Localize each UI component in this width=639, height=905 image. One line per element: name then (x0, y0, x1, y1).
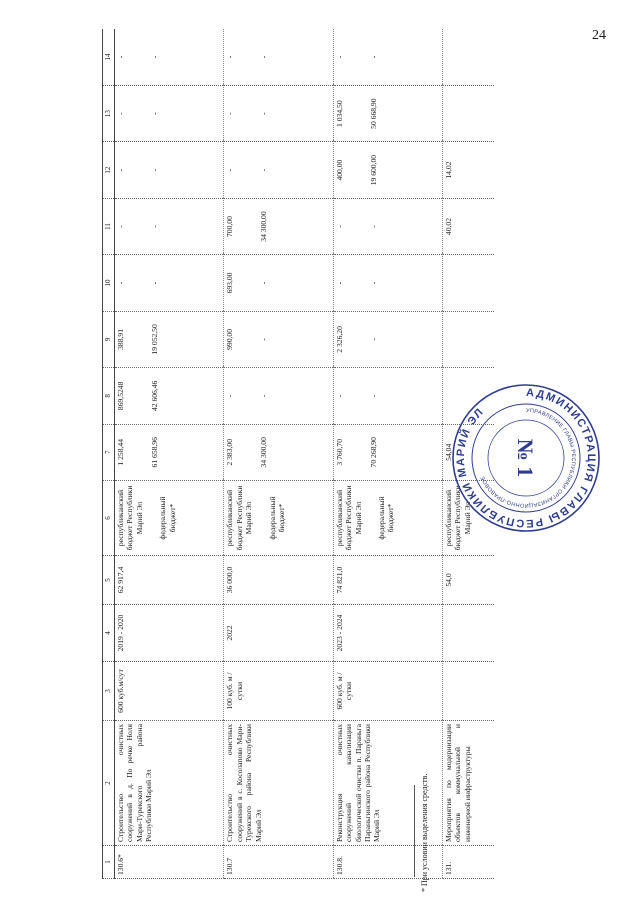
value-cell: - (259, 394, 269, 398)
seal-inner-text: УПРАВЛЕНИЕ ГЛАВЫ РЕСПУБЛИКИ ОРГАНИЗАЦИОННО-ПРАВОВОЕ (479, 407, 577, 509)
total-cost: 54,0 (442, 556, 494, 605)
funding-source: республиканский бюджет Республики Марий Эл (116, 485, 144, 551)
value-cell: - (259, 338, 269, 341)
row-number: 130.8. (333, 846, 442, 879)
value-cell: 50 668,90 (368, 98, 378, 129)
footnote-separator (414, 785, 415, 877)
col-header: 13 (103, 85, 115, 141)
value-cell: 1 034,50 (334, 100, 344, 127)
value-cell: - (150, 281, 159, 285)
value-cell: 2 326,20 (334, 326, 344, 353)
capacity (442, 662, 494, 721)
col-header: 1 (103, 846, 115, 879)
value-cell: - (116, 168, 125, 172)
value-cell: 700,00 (225, 216, 235, 237)
value-cell: - (259, 112, 269, 115)
col-header: 11 (103, 198, 115, 254)
col-header: 5 (103, 556, 115, 605)
value-cell: - (368, 281, 378, 285)
measure-name: Строительство очистных сооружений в с. Косолапово Мари-Турекского района Республики Марий Эл (224, 721, 333, 846)
rotated-table (102, 29, 494, 879)
measure-name: Мероприятия по модернизации объектов коммунальной и инженерной инфраструктуры (442, 721, 494, 846)
funding-source: республиканский бюджет Республики Марий Эл (334, 485, 363, 551)
value-cell: - (116, 55, 125, 59)
col-header: 7 (103, 424, 115, 480)
seal-outer-text: АДМИНИСТРАЦИЯ ГЛАВЫ РЕСПУБЛИКИ МАРИЙ ЭЛ (454, 386, 598, 530)
value-cell: 693,00 (225, 272, 235, 294)
value-cell: - (150, 168, 159, 172)
row-number: 131. (442, 846, 494, 879)
value-cell: - (225, 55, 235, 59)
value-cell: 40,02 (442, 198, 494, 254)
col-header: 6 (103, 481, 115, 556)
value-cell: 3 760,70 (334, 439, 344, 466)
value-cell: - (368, 225, 378, 228)
page-number: 24 (592, 28, 606, 43)
capacity: 600 куб.м/сут (115, 662, 224, 721)
value-cell: - (150, 55, 159, 59)
total-cost: 62 917,4 (115, 556, 224, 605)
value-cell: - (116, 225, 125, 228)
years: 2019 - 2020 (115, 605, 224, 662)
value-cell: - (334, 225, 344, 228)
value-cell (442, 311, 494, 367)
value-cell: 42 606,46 (150, 380, 159, 412)
value-cell: 34 300,00 (259, 211, 269, 242)
funding-source: федеральный бюджет* (376, 496, 396, 540)
footnote: * При условии выделения средств. (420, 773, 429, 892)
value-cell: 1 258,44 (116, 439, 125, 466)
funding-source: республиканский бюджет Республики Марий Эл (442, 481, 494, 556)
value-cell: - (334, 281, 344, 285)
program-table (102, 29, 494, 879)
value-cell: - (334, 394, 344, 398)
value-cell: - (368, 55, 378, 59)
capacity: 100 куб. м / сутки (224, 662, 333, 721)
value-cell: - (334, 55, 344, 59)
years: 2023 - 2024 (333, 605, 442, 662)
value-cell (442, 29, 494, 85)
col-header: 8 (103, 368, 115, 424)
capacity: 600 куб. м / сутки (333, 662, 442, 721)
table-row (115, 29, 224, 879)
value-cell: - (368, 338, 378, 341)
col-header: 3 (103, 662, 115, 721)
value-cell: - (368, 394, 378, 398)
value-cell: - (259, 55, 269, 59)
row-number: 130.7 (224, 846, 333, 879)
row-number: 130.6* (115, 846, 224, 879)
total-cost: 36 000,0 (224, 556, 333, 605)
seal-center-number: № 1 (513, 438, 538, 478)
col-header: 14 (103, 29, 115, 85)
col-header: 10 (103, 255, 115, 311)
measure-name: Строительство очистных сооружений в д. По речке Ноля Мари-Турекского района Республики Марий Эл (115, 721, 224, 846)
col-header: 2 (103, 721, 115, 846)
value-cell: - (150, 112, 159, 115)
value-cell: - (150, 225, 159, 228)
value-cell: 400,00 (334, 159, 344, 181)
value-cell: - (116, 112, 125, 115)
value-cell: - (259, 168, 269, 172)
value-cell: 61 658,96 (150, 437, 159, 468)
years (442, 605, 494, 662)
value-cell: 869,5248 (116, 381, 125, 411)
value-cell: 19 600,00 (368, 154, 378, 186)
value-cell: 388,91 (116, 328, 125, 350)
value-cell: 54,04 (442, 424, 494, 480)
value-cell: 14,02 (442, 142, 494, 198)
col-header: 9 (103, 311, 115, 367)
value-cell (442, 255, 494, 311)
value-cell: - (225, 168, 235, 172)
value-cell: - (116, 281, 125, 285)
value-cell: 2 383,00 (225, 439, 235, 466)
years: 2022 (224, 605, 333, 662)
total-cost: 74 821,0 (333, 556, 442, 605)
col-header: 4 (103, 605, 115, 662)
funding-source: федеральный бюджет* (158, 496, 177, 540)
measure-name: Реконструкция очистных сооружений канализации биологической очистки п. Параньга Параньгинского района Республики Марий Эл (333, 721, 442, 846)
value-cell: - (225, 112, 235, 115)
value-cell: 70 268,90 (368, 437, 378, 468)
funding-source: федеральный бюджет* (267, 496, 287, 540)
funding-source: республиканский бюджет Республики Марий Эл (225, 485, 254, 551)
table-row (224, 29, 333, 879)
value-cell (442, 85, 494, 141)
official-seal (450, 382, 602, 534)
value-cell: - (259, 281, 269, 285)
value-cell: 990,00 (225, 328, 235, 350)
value-cell: 34 300,00 (259, 437, 269, 468)
value-cell: 19 052,50 (150, 324, 159, 355)
table-header-row (103, 29, 115, 879)
value-cell: - (225, 394, 235, 398)
col-header: 12 (103, 142, 115, 198)
